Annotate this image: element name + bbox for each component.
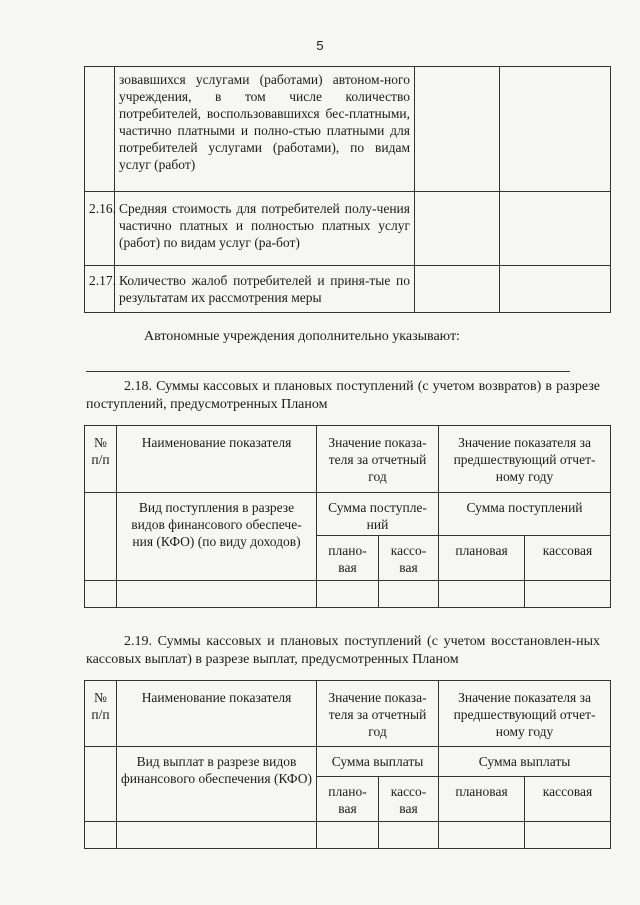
previous-year-header: Значение показателя за предшествующий отчет-ному году xyxy=(439,681,611,747)
value-cell xyxy=(439,581,525,608)
row-text: зовавшихся услугами (работами) автоном-ного учреждения, в том числе количество потребителей, воспользовавшихся бес-платными, частично платными и полно-стью платными для потребителей услугами (работами), по видам услуг (работ) xyxy=(115,67,415,192)
value-cell xyxy=(525,822,611,849)
indicators-table xyxy=(84,66,611,313)
table-row xyxy=(85,426,611,493)
value-cell xyxy=(85,581,117,608)
cash-short: кассо-вая xyxy=(379,777,439,822)
page-number: 5 xyxy=(316,38,324,53)
cash-short: кассо-вая xyxy=(379,536,439,581)
reporting-year-header: Значение показа-теля за отчетный год xyxy=(317,426,439,493)
table-row xyxy=(85,822,611,849)
value-cell xyxy=(415,192,500,266)
row-text: Средняя стоимость для потребителей полу-чения частично платных и полностью платных услуг (работ) по видам услуг (ра-бот) xyxy=(115,192,415,266)
receipts-table xyxy=(84,425,611,608)
value-cell xyxy=(117,822,317,849)
row-number xyxy=(85,67,115,192)
value-cell xyxy=(500,67,611,192)
payments-table xyxy=(84,680,611,849)
value-cell xyxy=(415,67,500,192)
num-header: № п/п xyxy=(85,426,117,493)
planned-short: плано-вая xyxy=(317,536,379,581)
type-label: Вид выплат в разрезе видов финансового обеспечения (КФО) xyxy=(117,747,317,822)
section-219-heading: 2.19. Суммы кассовых и плановых поступлений (с учетом восстановлен-ных кассовых выплат) в разрезе выплат, предусмотренных Планом xyxy=(86,634,600,667)
empty-cell xyxy=(85,747,117,822)
table-row xyxy=(85,681,611,747)
sum-previous: Сумма поступлений xyxy=(439,493,611,536)
value-cell xyxy=(379,581,439,608)
row-text: Количество жалоб потребителей и приня-тые по результатам их рассмотрения меры xyxy=(115,266,415,313)
value-cell xyxy=(439,822,525,849)
cash: кассовая xyxy=(525,777,611,822)
table-row xyxy=(85,581,611,608)
previous-year-header: Значение показателя за предшествующий отчет-ному году xyxy=(439,426,611,493)
value-cell xyxy=(379,822,439,849)
section-218-heading: 2.18. Суммы кассовых и плановых поступлений (с учетом возвратов) в разрезе поступлений, предусмотренных Планом xyxy=(86,379,600,412)
table-row xyxy=(85,747,611,777)
value-cell xyxy=(117,581,317,608)
sum-reporting: Сумма выплаты xyxy=(317,747,439,777)
table-row xyxy=(85,192,611,266)
table-row xyxy=(85,67,611,192)
table-row xyxy=(85,266,611,313)
name-header: Наименование показателя xyxy=(117,426,317,493)
divider-line xyxy=(86,371,570,372)
empty-cell xyxy=(85,493,117,581)
sum-reporting: Сумма поступле-ний xyxy=(317,493,439,536)
value-cell xyxy=(500,266,611,313)
sum-previous: Сумма выплаты xyxy=(439,747,611,777)
value-cell xyxy=(317,581,379,608)
row-number: 2.16. xyxy=(85,192,115,266)
reporting-year-header: Значение показа-теля за отчетный год xyxy=(317,681,439,747)
type-label: Вид поступления в разрезе видов финансового обеспече-ния (КФО) (по виду доходов) xyxy=(117,493,317,581)
planned: плановая xyxy=(439,536,525,581)
value-cell xyxy=(415,266,500,313)
table-row xyxy=(85,493,611,536)
planned-short: плано-вая xyxy=(317,777,379,822)
value-cell xyxy=(317,822,379,849)
row-number: 2.17. xyxy=(85,266,115,313)
cash: кассовая xyxy=(525,536,611,581)
value-cell xyxy=(85,822,117,849)
name-header: Наименование показателя xyxy=(117,681,317,747)
value-cell xyxy=(500,192,611,266)
planned: плановая xyxy=(439,777,525,822)
autonomous-note: Автономные учреждения дополнительно указывают: xyxy=(144,329,460,344)
value-cell xyxy=(525,581,611,608)
num-header: № п/п xyxy=(85,681,117,747)
